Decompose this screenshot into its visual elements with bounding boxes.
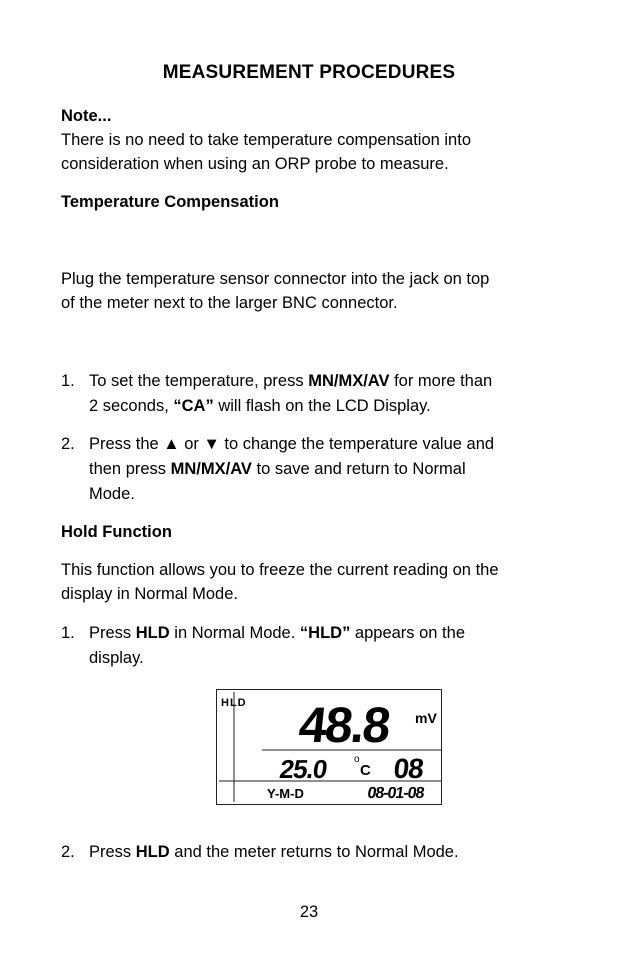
lcd-temp-reading: 25.0 (277, 754, 329, 784)
step-text: to save and return to Normal (251, 460, 466, 478)
step-number: 2. (61, 435, 75, 453)
temp-comp-line-1: Plug the temperature sensor connector into the jack on top (61, 270, 490, 288)
step-number: 2. (61, 843, 75, 861)
hold-heading: Hold Function (61, 523, 172, 541)
step-text: in Normal Mode. (169, 624, 300, 642)
lcd-main-reading: 48.8 (296, 697, 392, 753)
temp-comp-line-2: of the meter next to the larger BNC connector. (61, 294, 398, 312)
temp-step-2 (61, 432, 571, 507)
hold-step-2 (61, 840, 571, 865)
lcd-unit-mv: mV (415, 710, 437, 726)
step-text: Press (89, 843, 136, 861)
hold-line-2: display in Normal Mode. (61, 585, 238, 603)
note-line-1: There is no need to take temperature compensation into (61, 131, 471, 149)
note-line-2: consideration when using an ORP probe to measure. (61, 155, 449, 173)
step-key: “HLD” (299, 624, 351, 642)
step-text: for more than (389, 372, 493, 390)
step-line (61, 394, 571, 419)
step-line (61, 369, 571, 394)
step-text: then press (89, 460, 171, 478)
step-text: To set the temperature, press (89, 372, 309, 390)
step-line: display. (89, 649, 144, 667)
lcd-date-label: Y-M-D (267, 786, 304, 801)
lcd-unit-celsius: C (360, 762, 371, 779)
step-text: and the meter returns to Normal Mode. (169, 843, 459, 861)
note-heading: Note... (61, 107, 112, 125)
step-number: 1. (61, 372, 75, 390)
step-line (61, 621, 571, 646)
step-text: will flash on the LCD Display. (213, 397, 431, 415)
lcd-degree-symbol: o (354, 754, 360, 765)
lcd-display-illustration (216, 689, 442, 805)
step-key: MN/MX/AV (308, 372, 390, 390)
lcd-graphic (217, 690, 441, 804)
lcd-date-value: 08-01-08 (366, 784, 425, 802)
step-number: 1. (61, 624, 75, 642)
hold-line-1: This function allows you to freeze the current reading on the (61, 561, 499, 579)
step-text: Press (89, 624, 136, 642)
lcd-hld-label: HLD (221, 697, 247, 709)
hold-step-1 (61, 621, 571, 671)
page-title: MEASUREMENT PROCEDURES (162, 62, 456, 83)
step-key: “CA” (173, 397, 214, 415)
step-text: 2 seconds, (89, 397, 174, 415)
step-text: appears on the (350, 624, 465, 642)
step-key: HLD (135, 843, 170, 861)
temp-comp-heading: Temperature Compensation (61, 193, 279, 211)
temp-step-1 (61, 369, 571, 419)
step-key: HLD (135, 624, 170, 642)
step-line (61, 457, 571, 482)
step-line: Press the ▲ or ▼ to change the temperature value and (89, 435, 495, 453)
step-line (61, 840, 571, 865)
lcd-right-reading: 08 (392, 753, 425, 784)
step-line: Mode. (89, 485, 135, 503)
page-number: 23 (299, 903, 319, 921)
step-key: MN/MX/AV (170, 460, 252, 478)
